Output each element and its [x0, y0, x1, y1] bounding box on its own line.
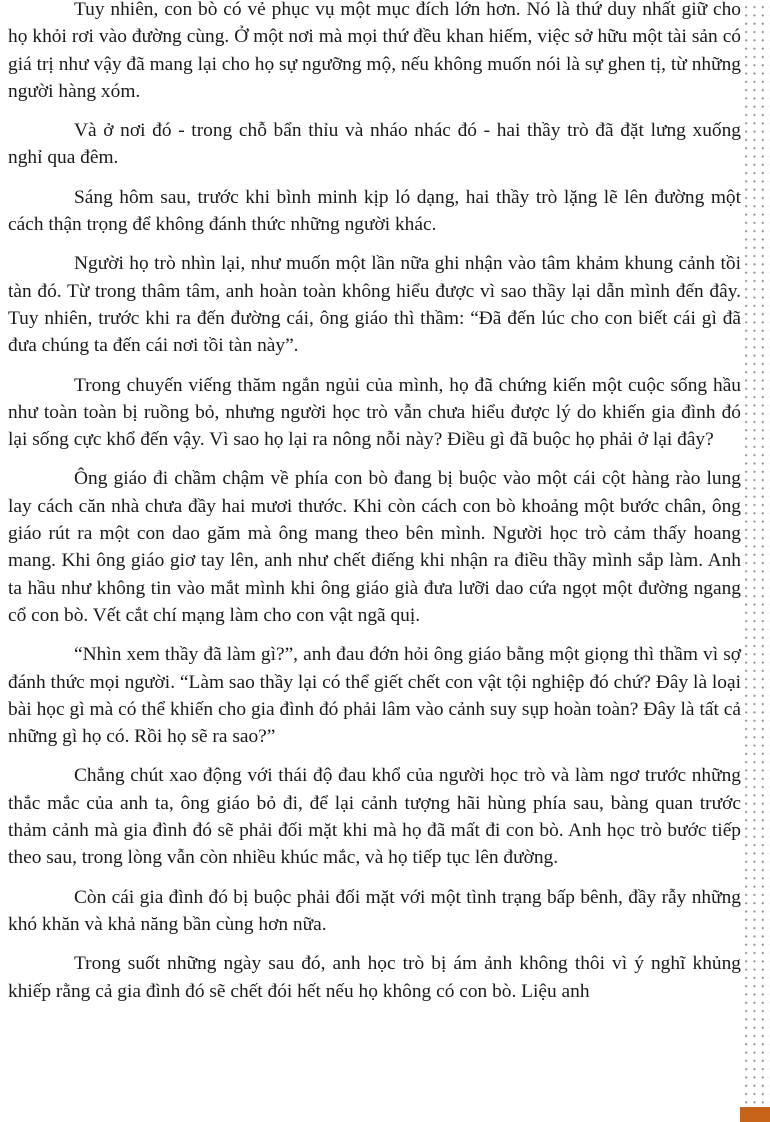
paragraph: Và ở nơi đó - trong chỗ bẩn thỉu và nháo nhác đó - hai thầy trò đã đặt lưng xuống nghỉ qua đêm.: [8, 120, 741, 169]
body-text: [8, 0, 741, 1017]
dot-pattern-margin: [741, 0, 770, 1105]
paragraph: Người họ trò nhìn lại, như muốn một lần nữa ghi nhận vào tâm khảm khung cảnh tồi tàn đó. Từ trong thâm tâm, anh hoàn toàn không hiểu được vì sao thầy lại dẫn mình đến đây. Tuy nhiên, trước khi ra đến đường cái, ông giáo thì thầm: “Đã đến lúc cho con biết cái gì đã đưa chúng ta đến cái nơi tồi tàn này”.: [8, 253, 741, 357]
paragraph: Tuy nhiên, con bò có vẻ phục vụ một mục đích lớn hơn. Nó là thứ duy nhất giữ cho họ khỏi rơi vào đường cùng. Ở một nơi mà mọi thứ đều khan hiếm, việc sở hữu một tài sản có giá trị như vậy đã mang lại cho họ sự ngưỡng mộ, nếu không muốn nói là sự ghen tị, từ những người hàng xóm.: [8, 0, 741, 102]
paragraph: Còn cái gia đình đó bị buộc phải đối mặt với một tình trạng bấp bênh, đầy rẫy những khó khăn và khả năng bần cùng hơn nữa.: [8, 886, 741, 935]
paragraph: “Nhìn xem thầy đã làm gì?”, anh đau đớn hỏi ông giáo bằng một giọng thì thầm vì sợ đánh thức mọi người. “Làm sao thầy lại có thể giết chết con vật tội nghiệp đó chứ? Đây là loại bài học gì mà có thể khiến cho gia đình đó phải lâm vào cảnh suy sụp hoàn toàn? Đây là tất cả những gì họ có. Rồi họ sẽ ra sao?”: [8, 644, 741, 748]
accent-corner-bar: [740, 1107, 770, 1122]
paragraph: Ông giáo đi chầm chậm về phía con bò đang bị buộc vào một cái cột hàng rào lung lay cách căn nhà chưa đầy hai mươi thước. Khi còn cách con bò khoảng một bước chân, ông giáo rút ra một con dao găm mà ông mang theo bên mình. Người học trò cảm thấy hoang mang. Khi ông giáo giơ tay lên, anh như chết điếng khi nhận ra điều thầy mình sắp làm. Anh ta hầu như không tin vào mắt mình khi ông giáo già đưa lưỡi dao cứa ngọt một đường ngang cổ con bò. Vết cắt chí mạng làm cho con vật ngã quị.: [8, 468, 741, 626]
paragraph: Trong chuyến viếng thăm ngắn ngủi của mình, họ đã chứng kiến một cuộc sống hầu như toàn toàn bị ruồng bỏ, nhưng người học trò vẫn chưa hiểu được lý do khiến gia đình đó lại sống cực khổ đến vậy. Vì sao họ lại ra nông nỗi này? Điều gì đã buộc họ phải ở lại đây?: [8, 374, 741, 451]
paragraph: Sáng hôm sau, trước khi bình minh kịp ló dạng, hai thầy trò lặng lẽ lên đường một cách thận trọng để không đánh thức những người khác.: [8, 186, 741, 236]
paragraph: Trong suốt những ngày sau đó, anh học trò bị ám ảnh không thôi vì ý nghĩ khủng khiếp rằng cả gia đình đó sẽ chết đói hết nếu họ không có con bò. Liệu anh: [8, 953, 741, 1002]
paragraph: Chẳng chút xao động với thái độ đau khổ của người học trò và làm ngơ trước những thắc mắc của anh ta, ông giáo bỏ đi, để lại cảnh tượng hãi hùng phía sau, bàng quan trước thảm cảnh mà gia đình đó sẽ phải đối mặt khi mà họ đã mất đi con bò. Anh học trò bước tiếp theo sau, trong lòng vẫn còn nhiều khúc mắc, và họ tiếp tục lên đường.: [8, 765, 741, 869]
